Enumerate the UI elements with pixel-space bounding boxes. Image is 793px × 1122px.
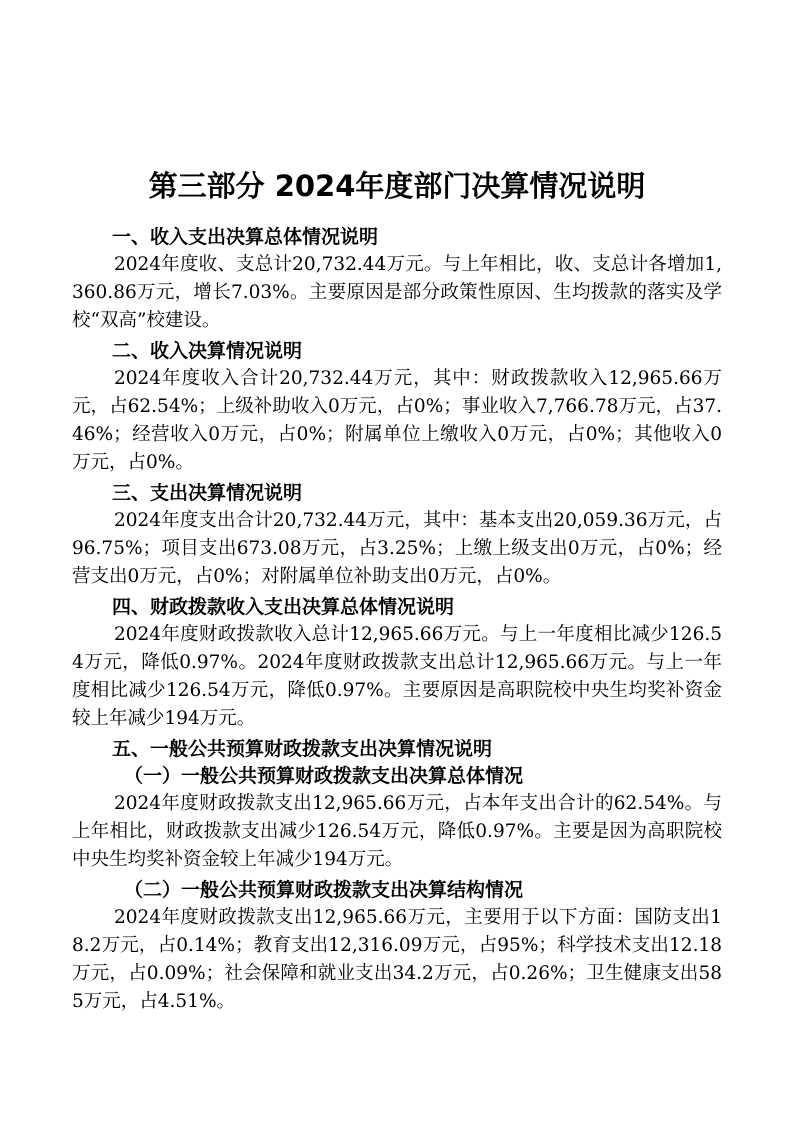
- section-1: [72, 224, 722, 335]
- page-title: 第三部分 2024年度部门决算情况说明: [148, 169, 646, 203]
- section-heading: 四、财政拨款收入支出决算总体情况说明: [112, 596, 455, 618]
- subsection-2: [72, 877, 722, 1016]
- section-paragraph: 2024年度收入合计20,732.44万元，其中：财政拨款收入12,965.66万元，占62.54%；上级补助收入0万元，占0%；事业收入7,766.78万元，占37.46%；经营收入0万元，占0%；附属单位上缴收入0万元，占0%；其他收入0万元，占0%。: [72, 368, 722, 473]
- section-heading: 五、一般公共预算财政拨款支出决算情况说明: [112, 738, 493, 760]
- section-3: [72, 480, 722, 591]
- subsection-paragraph: 2024年度财政拨款支出12,965.66万元，主要用于以下方面：国防支出18.2万元，占0.14%；教育支出12,316.09万元，占95%；科学技术支出12.18万元，占0.09%；社会保障和就业支出34.2万元，占0.26%；卫生健康支出585万元，占4.51%。: [72, 907, 722, 1012]
- section-5: [72, 736, 722, 1016]
- section-paragraph: 2024年度收、支总计20,732.44万元。与上年相比，收、支总计各增加1,360.86万元，增长7.03%。主要原因是部分政策性原因、生均拨款的落实及学校“双高”校建设。: [72, 254, 722, 331]
- subsection-heading: （一）一般公共预算财政拨款支出决算总体情况: [124, 765, 524, 787]
- section-heading: 三、支出决算情况说明: [112, 482, 303, 504]
- section-heading: 一、收入支出决算总体情况说明: [112, 226, 379, 248]
- section-paragraph: 2024年度财政拨款收入总计12,965.66万元。与上一年度相比减少126.54万元，降低0.97%。2024年度财政拨款支出总计12,965.66万元。与上一年度相比减少126.54万元，降低0.97%。主要原因是高职院校中央生均奖补资金较上年减少194万元。: [72, 624, 722, 729]
- section-2: [72, 338, 722, 477]
- subsection-heading: （二）一般公共预算财政拨款支出决算结构情况: [124, 879, 524, 901]
- section-4: [72, 594, 722, 733]
- section-paragraph: 2024年度支出合计20,732.44万元，其中：基本支出20,059.36万元，占96.75%；项目支出673.08万元，占3.25%；上缴上级支出0万元，占0%；经营支出0万元，占0%；对附属单位补助支出0万元，占0%。: [72, 510, 722, 587]
- subsection-1: [72, 763, 722, 874]
- subsection-paragraph: 2024年度财政拨款支出12,965.66万元，占本年支出合计的62.54%。与上年相比，财政拨款支出减少126.54万元，降低0.97%。主要是因为高职院校中央生均奖补资金较上年减少194万元。: [72, 793, 722, 870]
- section-heading: 二、收入决算情况说明: [112, 340, 303, 362]
- document-page: [72, 166, 722, 1019]
